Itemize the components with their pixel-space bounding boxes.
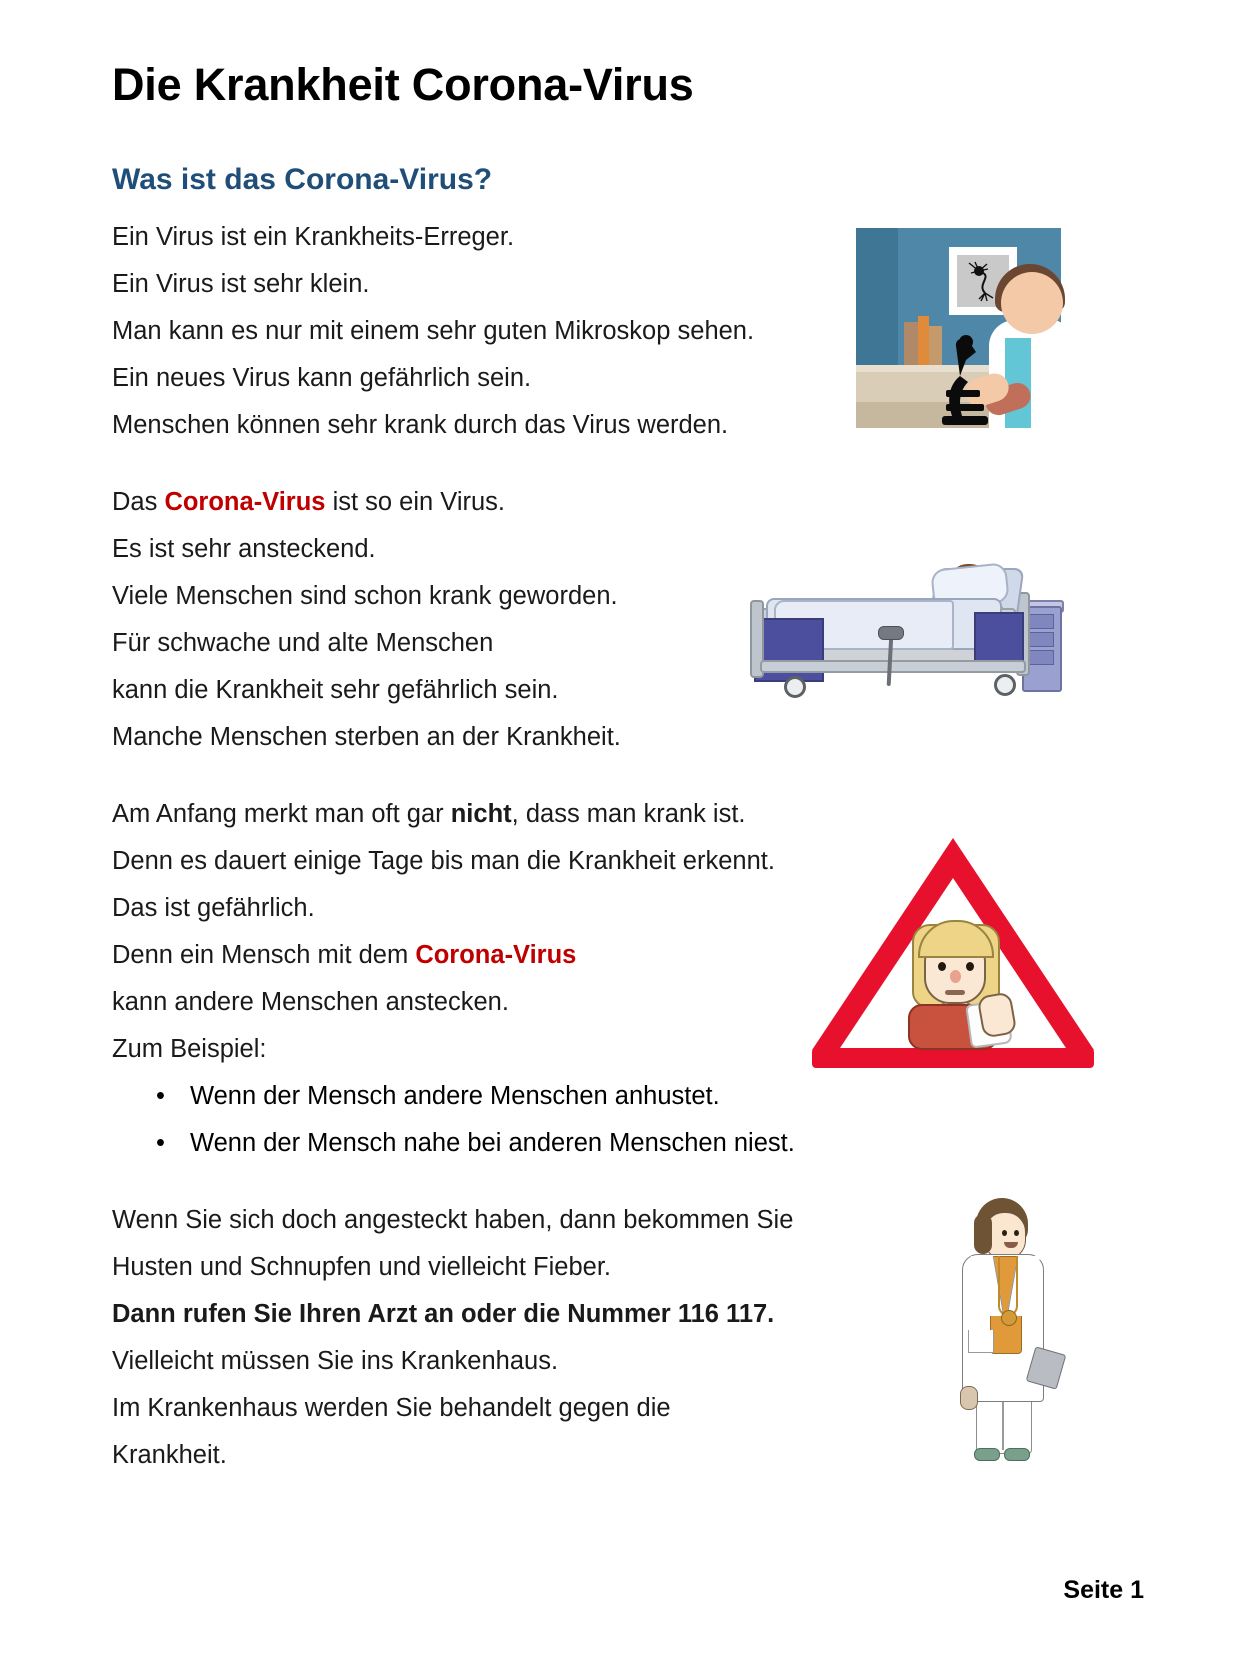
text-line: Es ist sehr ansteckend. [112, 534, 376, 563]
standing-doctor-with-clipboard-illustration [946, 1198, 1058, 1460]
text-line: Im Krankenhaus werden Sie behandelt gegen die [112, 1393, 671, 1422]
doctor-hair-side [974, 1214, 992, 1254]
text-line: Viele Menschen sind schon krank geworden. [112, 581, 618, 610]
warning-triangle-base [812, 1048, 1094, 1068]
highlight-corona-virus: Corona-Virus [415, 940, 577, 969]
text-suffix: ist so ein Virus. [325, 487, 506, 516]
text-line: Denn es dauert einige Tage bis man die Krankheit erkennt. [112, 846, 775, 875]
warning-triangle-sick-person-illustration [812, 838, 1094, 1068]
sick-person-eye [938, 962, 946, 971]
section-heading: Was ist das Corona-Virus? [112, 162, 493, 196]
emphasis-nicht: nicht [450, 799, 512, 828]
text-line: Vielleicht müssen Sie ins Krankenhaus. [112, 1346, 559, 1375]
doctor-hand [960, 1386, 978, 1410]
highlight-corona-virus: Corona-Virus [164, 487, 326, 516]
scientist-head [1001, 272, 1063, 334]
text-prefix: Das [112, 487, 165, 516]
text-line: Krankheit. [112, 1440, 227, 1469]
examples-bullet-list [112, 1073, 1144, 1167]
text-line-corona-definition [112, 479, 1144, 526]
doctor-eye [1002, 1230, 1007, 1236]
bed-wheel [994, 674, 1016, 696]
cabinet-drawer [1028, 650, 1054, 665]
text-line: kann die Krankheit sehr gefährlich sein. [112, 675, 559, 704]
doctor-shoe [974, 1448, 1000, 1461]
text-line: Ein Virus ist ein Krankheits-Erreger. [112, 222, 515, 251]
doctor-trousers [976, 1394, 1032, 1454]
text-line: Wenn Sie sich doch angesteckt haben, dann bekommen Sie [112, 1205, 794, 1234]
text-line: Ein Virus ist sehr klein. [112, 269, 370, 298]
doctor-trouser-seam [1002, 1398, 1004, 1450]
cabinet-drawer [1028, 632, 1054, 647]
text-line: Menschen können sehr krank durch das Virus werden. [112, 410, 729, 439]
doctor-coat-pocket [968, 1330, 994, 1353]
sick-person-eye [966, 962, 974, 971]
text-prefix: Denn ein Mensch mit dem [112, 940, 416, 969]
call-button-remote [878, 626, 904, 640]
doctor-eye [1014, 1230, 1019, 1236]
sick-person-mouth [945, 990, 965, 995]
text-line: Das ist gefährlich. [112, 893, 315, 922]
cabinet-drawer [1028, 614, 1054, 629]
page-number-footer: Seite 1 [1063, 1576, 1144, 1604]
text-prefix: Am Anfang merkt man oft gar [112, 799, 451, 828]
text-line: Manche Menschen sterben an der Krankheit. [112, 722, 621, 751]
text-line-no-symptoms [112, 791, 1144, 838]
stethoscope-icon [998, 1256, 1018, 1316]
scientist-with-microscope-illustration [856, 228, 1061, 428]
bed-wheel [784, 676, 806, 698]
bed-side-bar [760, 660, 1026, 673]
text-line-call-doctor: Dann rufen Sie Ihren Arzt an oder die Nummer 116 117. [112, 1299, 775, 1328]
doctor-shoe [1004, 1448, 1030, 1461]
page-title: Die Krankheit Corona-Virus [112, 59, 694, 110]
sick-person-nose [950, 970, 961, 983]
text-line: Husten und Schnupfen und vielleicht Fieber. [112, 1252, 611, 1281]
list-item: • Wenn der Mensch nahe bei anderen Menschen niest. [156, 1120, 1144, 1167]
text-line: Zum Beispiel: [112, 1034, 267, 1063]
patient-in-hospital-bed-illustration [736, 556, 1058, 706]
text-line: Für schwache und alte Menschen [112, 628, 494, 657]
text-suffix: , dass man krank ist. [511, 799, 746, 828]
list-item: • Wenn der Mensch andere Menschen anhustet. [156, 1073, 1144, 1120]
stethoscope-bell-icon [1001, 1310, 1017, 1326]
microscope-icon [916, 332, 994, 428]
text-line: Ein neues Virus kann gefährlich sein. [112, 363, 532, 392]
text-line: kann andere Menschen anstecken. [112, 987, 509, 1016]
text-line: Man kann es nur mit einem sehr guten Mikroskop sehen. [112, 316, 755, 345]
